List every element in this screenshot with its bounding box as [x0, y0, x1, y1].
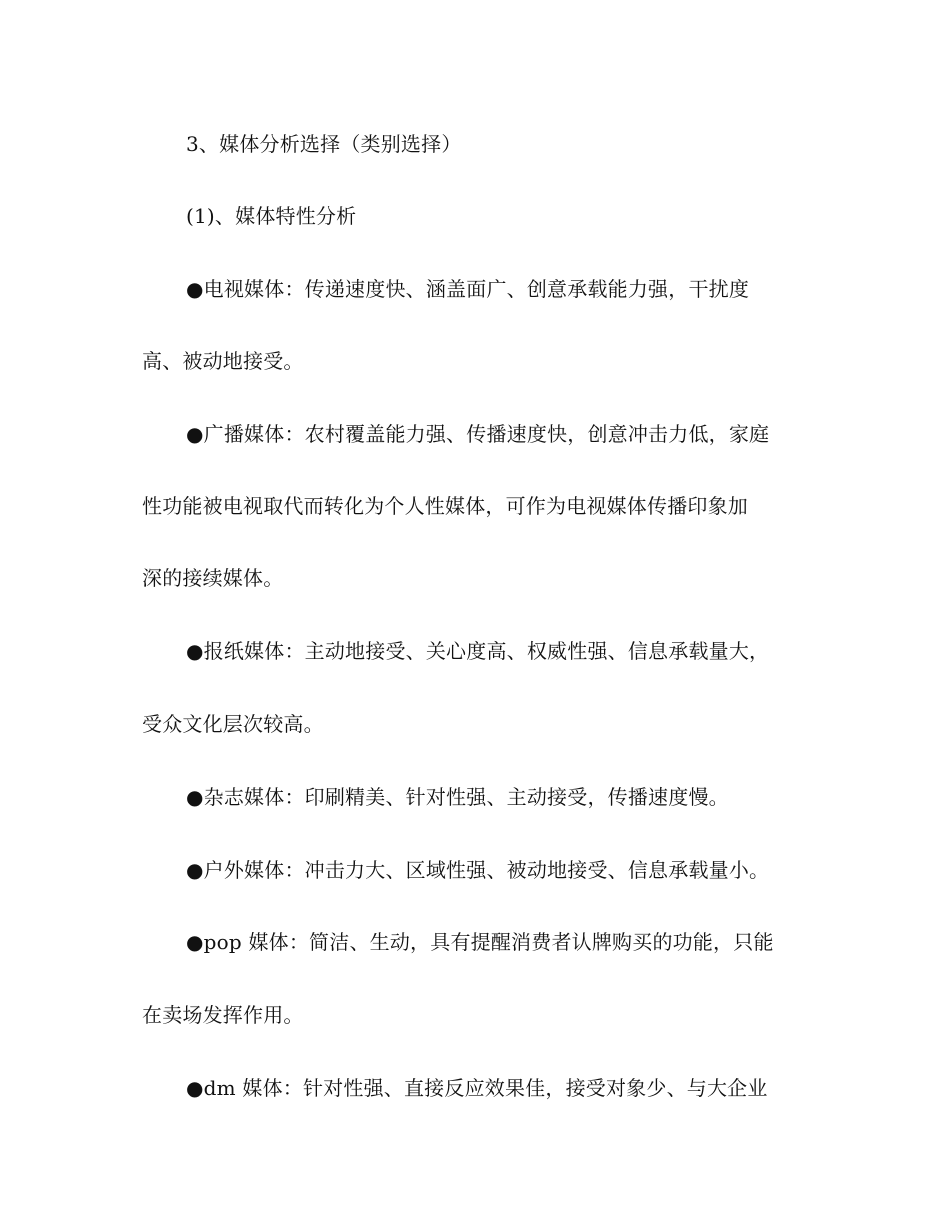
paragraph-line: ●pop 媒体：简洁、生动，具有提醒消费者认牌购买的功能，只能 [186, 930, 774, 954]
paragraph-line: ●广播媒体：农村覆盖能力强、传播速度快，创意冲击力低，家庭 [186, 422, 770, 446]
paragraph-line: ●户外媒体：冲击力大、区域性强、被动地接受、信息承载量小。 [186, 858, 770, 882]
paragraph-line: 高、被动地接受。 [142, 349, 304, 373]
paragraph-line: 深的接续媒体。 [142, 566, 284, 590]
paragraph-line: 性功能被电视取代而转化为个人性媒体，可作为电视媒体传播印象加 [142, 494, 748, 518]
paragraph-line: ●电视媒体：传递速度快、涵盖面广、创意承载能力强，干扰度 [186, 277, 750, 301]
paragraph-line: 在卖场发挥作用。 [142, 1003, 304, 1027]
paragraph-line: ●杂志媒体：印刷精美、针对性强、主动接受，传播速度慢。 [186, 785, 729, 809]
paragraph-line: 受众文化层次较高。 [142, 712, 324, 736]
paragraph-line: ●dm 媒体：针对性强、直接反应效果佳，接受对象少、与大企业 [186, 1076, 768, 1100]
section-heading: 3、媒体分析选择（类别选择） [186, 132, 462, 156]
subsection-heading: (1)、媒体特性分析 [186, 204, 357, 228]
paragraph-line: ●报纸媒体：主动地接受、关心度高、权威性强、信息承载量大， [186, 639, 770, 663]
